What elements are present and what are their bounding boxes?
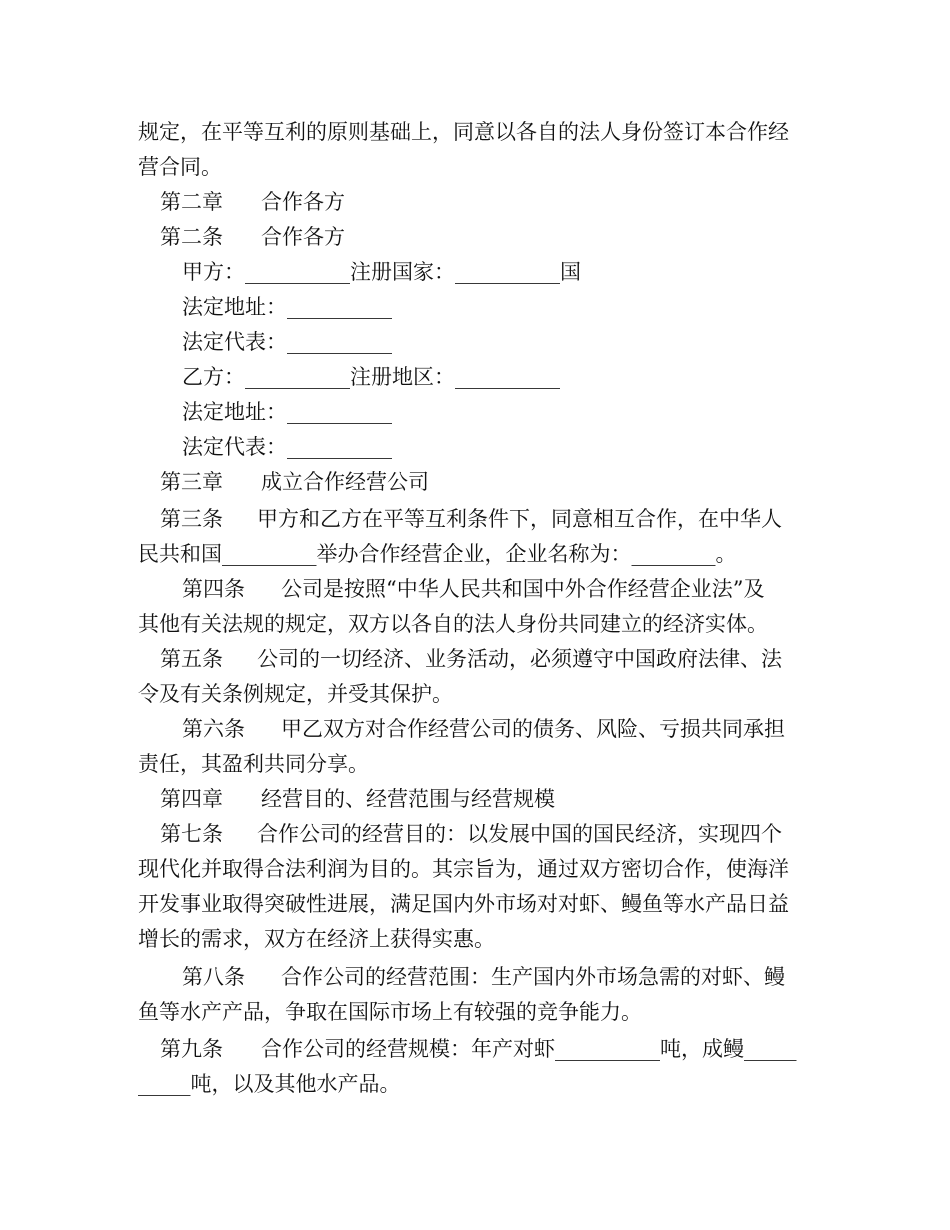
paragraph-line: 营合同。 (138, 155, 222, 179)
chapter-title: 成立合作经营公司 (261, 470, 429, 494)
party-b-address: 法定地址：__________ (182, 400, 392, 424)
article-9-line-2: _____吨，以及其他水产品。 (138, 1072, 401, 1096)
article-9-line-1 (160, 1032, 840, 1067)
chapter-number: 第三章 (160, 470, 223, 494)
chapter-number: 第二章 (160, 190, 223, 214)
article-3-line-2: 民共和国_________举办合作经营企业，企业名称为：________。 (138, 542, 737, 566)
article-number: 第八条 (182, 965, 245, 989)
article-6-line-1 (182, 712, 862, 747)
article-text: 合作公司的经营目的：以发展中国的国民经济，实现四个 (257, 822, 782, 846)
article-title: 合作各方 (261, 225, 345, 249)
article-4-line-1 (182, 572, 862, 607)
article-7-line-2: 现代化并取得合法利润为目的。其宗旨为，通过双方密切合作，使海洋 (138, 857, 789, 881)
chapter-4-heading (160, 782, 840, 817)
chapter-title: 合作各方 (261, 190, 345, 214)
article-8-line-1 (182, 960, 862, 995)
party-a-representative: 法定代表：__________ (182, 330, 392, 354)
article-text: 合作公司的经营范围：生产国内外市场急需的对虾、鳗 (281, 965, 785, 989)
article-text: 公司的一切经济、业务活动，必须遵守中国政府法律、法 (257, 647, 782, 671)
article-5-line-2: 令及有关条例规定，并受其保护。 (138, 682, 453, 706)
article-3-line-1 (160, 502, 840, 537)
article-5-line-1 (160, 642, 840, 677)
paragraph-line: 规定，在平等互利的原则基础上，同意以各自的法人身份签订本合作经 (138, 120, 789, 144)
party-a-address: 法定地址：__________ (182, 295, 392, 319)
party-b-line: 乙方：__________注册地区：__________ (182, 365, 560, 389)
party-a-line: 甲方：__________注册国家：__________国 (182, 260, 581, 284)
article-4-line-2: 其他有关法规的规定，双方以各自的法人身份共同建立的经济实体。 (138, 612, 768, 636)
article-number: 第九条 (160, 1037, 223, 1061)
article-text: 公司是按照“中华人民共和国中外合作经营企业法”及 (281, 577, 765, 601)
article-7-line-1 (160, 817, 840, 852)
article-8-line-2: 鱼等水产产品，争取在国际市场上有较强的竞争能力。 (138, 1000, 642, 1024)
article-6-line-2: 责任，其盈利共同分享。 (138, 752, 369, 776)
party-b-representative: 法定代表：__________ (182, 435, 392, 459)
article-number: 第四条 (182, 577, 245, 601)
chapter-title: 经营目的、经营范围与经营规模 (261, 787, 555, 811)
article-text: 甲方和乙方在平等互利条件下，同意相互合作，在中华人 (257, 507, 782, 531)
chapter-3-heading (160, 465, 840, 500)
article-2-heading (160, 220, 840, 255)
chapter-2-heading (160, 185, 840, 220)
article-7-line-4: 增长的需求，双方在经济上获得实惠。 (138, 927, 495, 951)
chapter-number: 第四章 (160, 787, 223, 811)
article-number: 第三条 (160, 507, 223, 531)
article-7-line-3: 开发事业取得突破性进展，满足国内外市场对对虾、鳗鱼等水产品日益 (138, 892, 789, 916)
article-number: 第六条 (182, 717, 245, 741)
article-text: 合作公司的经营规模：年产对虾__________吨，成鳗_____ (261, 1037, 797, 1061)
article-number: 第二条 (160, 225, 223, 249)
article-number: 第五条 (160, 647, 223, 671)
article-number: 第七条 (160, 822, 223, 846)
article-text: 甲乙双方对合作经营公司的债务、风险、亏损共同承担 (281, 717, 785, 741)
